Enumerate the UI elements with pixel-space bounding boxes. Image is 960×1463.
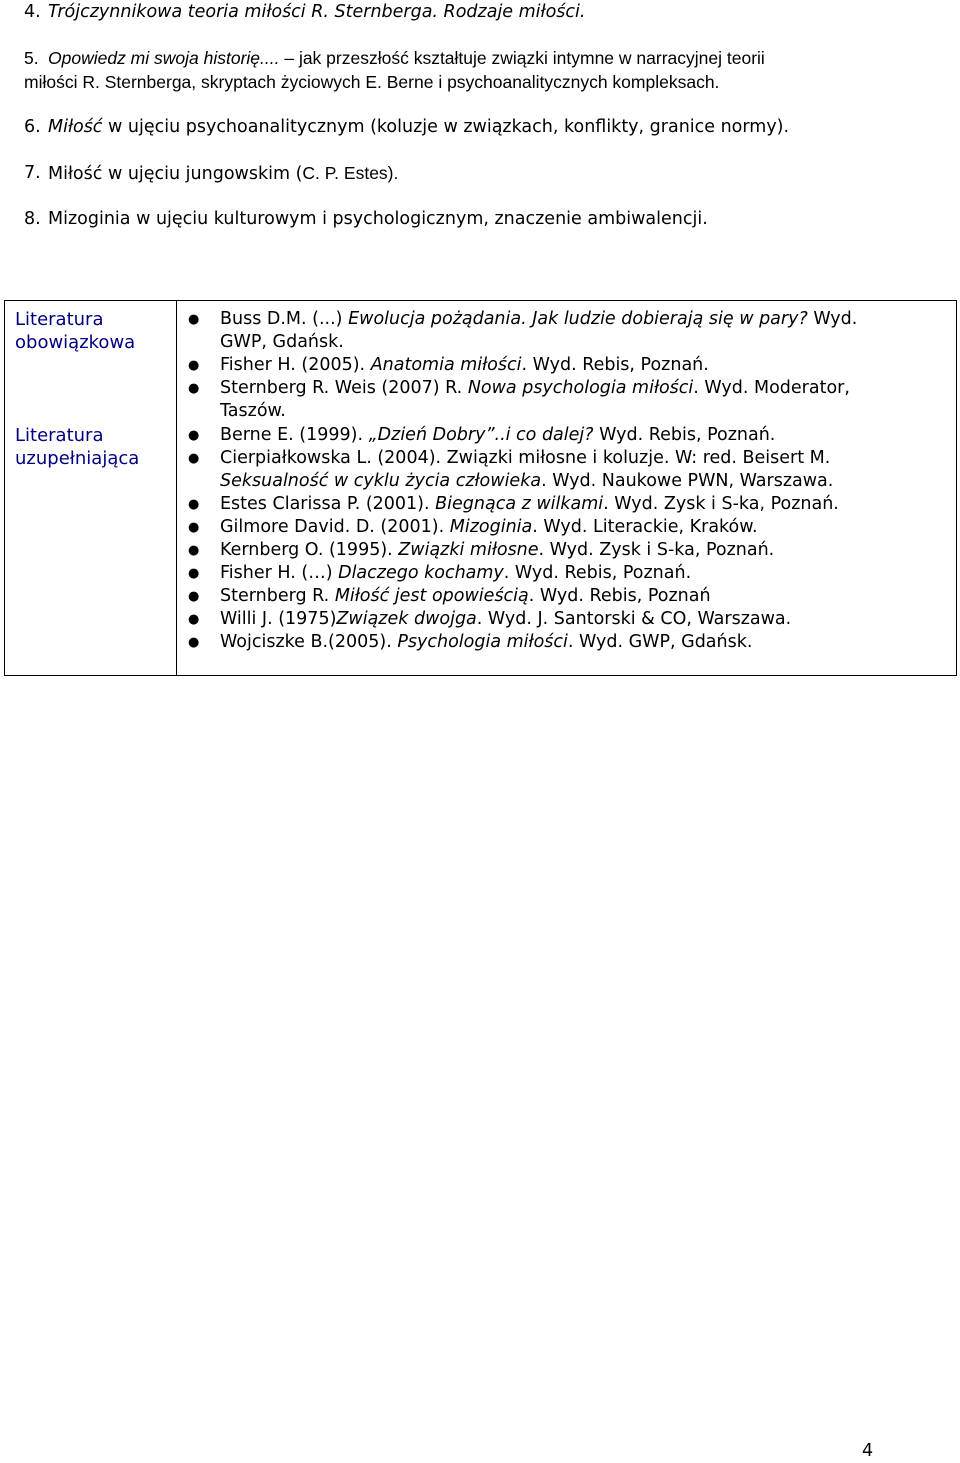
- reference-text: Sternberg R. Weis (2007) R.: [220, 378, 468, 398]
- topic-title: Trójczynnikowa teoria miłości R. Sternberga. Rodzaje miłości.: [48, 2, 586, 22]
- topic-text: [48, 162, 398, 186]
- reference-line: [220, 354, 948, 377]
- reference-text: . Wyd. GWP, Gdańsk.: [567, 632, 753, 652]
- reference-title: Psychologia miłości: [397, 632, 568, 652]
- bullet-icon: ●: [188, 428, 200, 443]
- reference-title: Związek dwojga: [336, 609, 477, 629]
- reference-text: Wyd. Rebis, Poznań.: [593, 425, 776, 445]
- bullet-icon: ●: [188, 589, 200, 604]
- reference-text: . Wyd. Rebis, Poznań: [528, 586, 711, 606]
- topic-number: 6.: [24, 117, 41, 137]
- reference-item: [188, 354, 948, 377]
- bullet-icon: ●: [188, 497, 200, 512]
- reference-text: . Wyd. Zysk i S-ka, Poznań.: [538, 540, 775, 560]
- bullet-icon: ●: [188, 358, 200, 373]
- reference-text: Fisher H. (2005).: [220, 355, 371, 375]
- reference-line: [220, 562, 948, 585]
- reference-text: . Wyd. Zysk i S-ka, Poznań.: [603, 494, 839, 514]
- required-literature-label: Literatura obowiązkowa: [15, 309, 136, 353]
- reference-line: [220, 308, 948, 331]
- reference-text: . Wyd. Rebis, Poznań.: [503, 563, 692, 583]
- reference-text: . Wyd. Naukowe PWN, Warszawa.: [541, 471, 834, 491]
- topic-text: Mizoginia w ujęciu kulturowym i psychologicznym, znaczenie ambiwalencji.: [48, 209, 708, 229]
- reference-line: [220, 400, 948, 423]
- topic-number: 4.: [24, 2, 41, 22]
- reference-title: Mizoginia: [449, 517, 533, 537]
- reference-title: Dlaczego kochamy: [338, 563, 504, 583]
- topic-number: 8.: [24, 209, 41, 229]
- reference-item: [188, 585, 948, 608]
- reference-title: Miłość jest opowieścią: [334, 586, 529, 606]
- reference-line: [220, 470, 948, 493]
- reference-line: [220, 631, 948, 654]
- reference-item: [188, 631, 948, 654]
- reference-line: [220, 424, 948, 447]
- reference-title: Nowa psychologia miłości: [467, 378, 694, 398]
- reference-line: [220, 447, 948, 470]
- reference-text: Buss D.M. (...): [220, 309, 349, 329]
- reference-item: [188, 516, 948, 539]
- supplementary-literature-label: Literatura uzupełniająca: [15, 425, 140, 469]
- bullet-icon: ●: [188, 451, 200, 466]
- reference-line: [220, 516, 948, 539]
- reference-text: Gilmore David. D. (2001).: [220, 517, 450, 537]
- reference-text: Wojciszke B.(2005).: [220, 632, 398, 652]
- reference-item: [188, 377, 948, 423]
- reference-text: Willi J. (1975): [220, 609, 337, 629]
- bullet-icon: ●: [188, 543, 200, 558]
- reference-text: Cierpiałkowska L. (2004). Związki miłosne i koluzje. W: red. Beisert M.: [220, 448, 831, 468]
- reference-text: GWP, Gdańsk.: [220, 332, 344, 352]
- topic-text: [48, 47, 765, 70]
- topic-title-italic: Miłość: [48, 117, 103, 137]
- topic-text-continued: miłości R. Sternberga, skryptach życiowych E. Berne i psychoanalitycznych kompleksach.: [24, 72, 720, 92]
- topic-title-rest: – jak przeszłość kształtuje związki intymne w narracyjnej teorii: [279, 48, 765, 68]
- reference-item: [188, 562, 948, 585]
- bullet-icon: ●: [188, 520, 200, 535]
- bullet-icon: ●: [188, 312, 200, 327]
- bullet-icon: ●: [188, 566, 200, 581]
- reference-text: . Wyd. Literackie, Kraków.: [532, 517, 758, 537]
- reference-item: [188, 424, 948, 447]
- reference-text: Fisher H. (…): [220, 563, 339, 583]
- reference-title: Związki miłosne: [398, 540, 539, 560]
- reference-line: [220, 377, 948, 400]
- page-number: 4: [862, 1441, 874, 1461]
- reference-text: Wyd.: [807, 309, 858, 329]
- reference-text: Berne E. (1999).: [220, 425, 369, 445]
- reference-line: [220, 331, 948, 354]
- topic-title: Miłość w ujęciu jungowskim (: [48, 164, 303, 184]
- table-divider: [176, 301, 177, 675]
- reference-item: [188, 447, 948, 493]
- required-literature-list: [188, 308, 948, 423]
- reference-text: . Wyd. J. Santorski & CO, Warszawa.: [476, 609, 792, 629]
- reference-title: Seksualność w cyklu życia człowieka: [220, 471, 542, 491]
- topic-text: [48, 116, 789, 139]
- topic-title-italic: Opowiedz mi swoja historię....: [48, 48, 280, 68]
- reference-item: [188, 493, 948, 516]
- topic-number: 7.: [24, 163, 41, 183]
- bullet-icon: ●: [188, 381, 200, 396]
- reference-title: „Dzień Dobry”..i co dalej?: [368, 425, 594, 445]
- reference-text: . Wyd. Rebis, Poznań.: [521, 355, 709, 375]
- topic-title-rest: C. P. Estes).: [302, 163, 399, 183]
- reference-text: Sternberg R.: [220, 586, 335, 606]
- reference-text: Kernberg O. (1995).: [220, 540, 399, 560]
- bullet-icon: ●: [188, 612, 200, 627]
- reference-text: Taszów.: [220, 401, 286, 421]
- reference-title: Anatomia miłości: [370, 355, 522, 375]
- reference-line: [220, 585, 948, 608]
- reference-item: [188, 608, 948, 631]
- literature-table: [4, 300, 957, 676]
- reference-line: [220, 493, 948, 516]
- reference-text: . Wyd. Moderator,: [693, 378, 850, 398]
- reference-item: [188, 308, 948, 354]
- reference-item: [188, 539, 948, 562]
- reference-line: [220, 539, 948, 562]
- reference-title: Biegnąca z wilkami: [435, 494, 604, 514]
- bullet-icon: ●: [188, 635, 200, 650]
- reference-line: [220, 608, 948, 631]
- topic-text: [48, 1, 585, 24]
- supplementary-literature-list: [188, 424, 948, 654]
- reference-text: Estes Clarissa P. (2001).: [220, 494, 436, 514]
- topic-title-rest: w ujęciu psychoanalitycznym (koluzje w związkach, konflikty, granice normy).: [102, 117, 790, 137]
- topic-number: 5.: [24, 48, 39, 68]
- reference-title: Ewolucja pożądania. Jak ludzie dobierają się w pary?: [348, 309, 808, 329]
